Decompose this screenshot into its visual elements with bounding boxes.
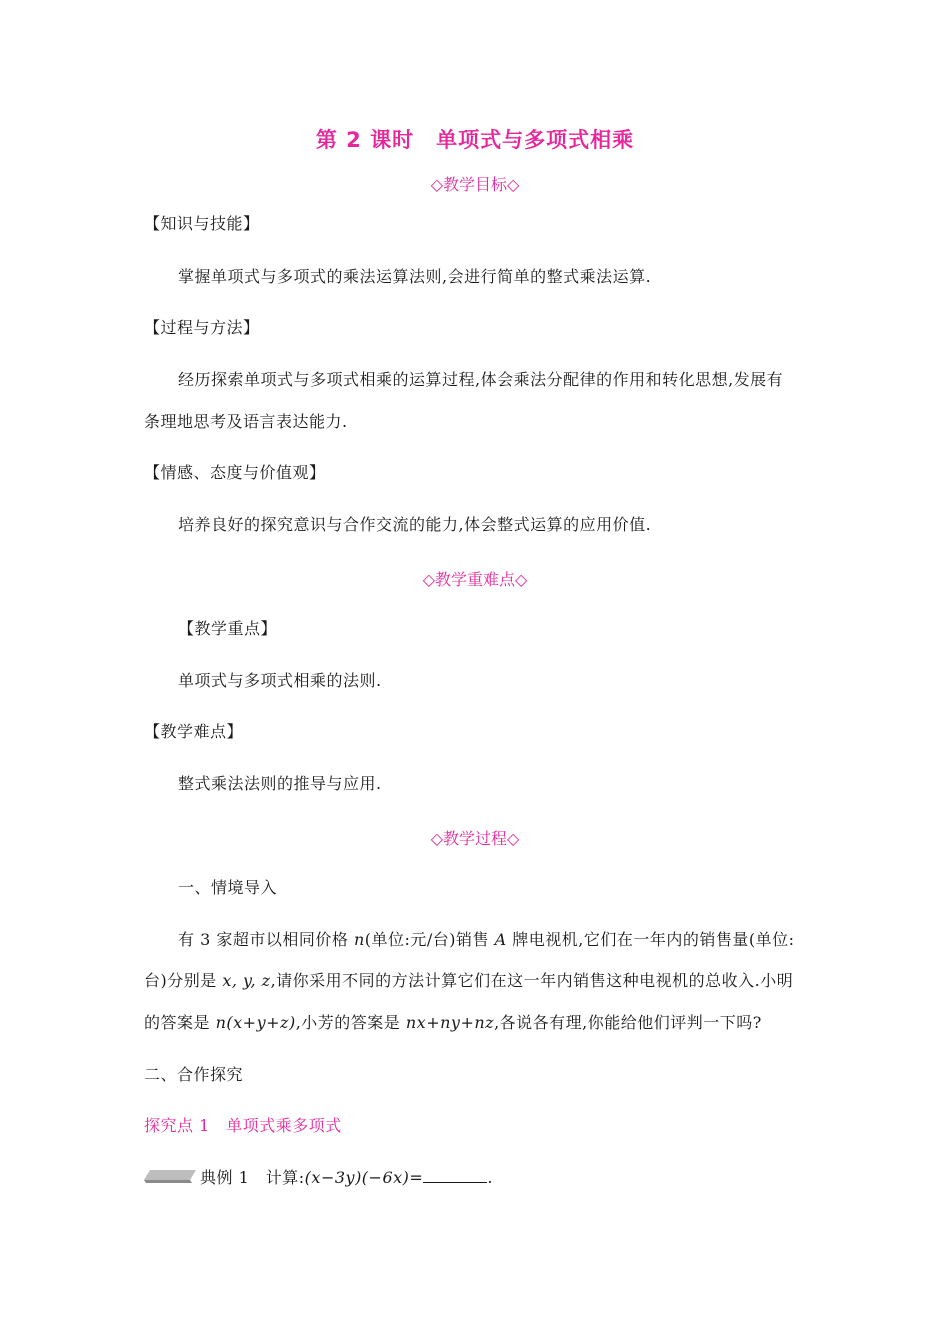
example-label: 典例 1 计算: xyxy=(200,1168,305,1187)
variable-n: n xyxy=(353,930,365,949)
intro-text: 的答案是 xyxy=(144,1013,216,1032)
paragraph-process-line2: 条理地思考及语言表达能力. xyxy=(144,412,348,431)
intro-text: ,小芳的答案是 xyxy=(295,1013,406,1032)
section-heading-procedure: ◇教学过程◇ xyxy=(430,829,520,848)
paragraph-emotion: 培养良好的探究意识与合作交流的能力,体会整式运算的应用价值. xyxy=(178,515,652,534)
section-heading-goals: ◇教学目标◇ xyxy=(430,175,520,194)
subheading-emotion: 【情感、态度与价值观】 xyxy=(144,463,326,482)
intro-text: ,请你采用不同的方法计算它们在这一年内销售这种电视机的总收入.小明 xyxy=(270,971,794,990)
paragraph-intro-line2 xyxy=(144,971,793,991)
expression-xiaofang: nx+ny+nz xyxy=(405,1013,495,1032)
paragraph-intro-line1 xyxy=(178,930,795,950)
example-expression: (x−3y)(−6x)= xyxy=(304,1168,424,1187)
subheading-knowledge: 【知识与技能】 xyxy=(144,214,260,233)
example-marker-icon xyxy=(144,1166,196,1184)
paragraph-difficult: 整式乘法法则的推导与应用. xyxy=(178,774,382,793)
paragraph-process-line1: 经历探索单项式与多项式相乘的运算过程,体会乘法分配律的作用和转化思想,发展有 xyxy=(178,370,784,389)
expression-xiaoming: n(x+y+z) xyxy=(215,1013,296,1032)
page-title: 第 2 课时 单项式与多项式相乘 xyxy=(315,128,635,152)
subheading-intro: 一、情境导入 xyxy=(178,878,278,897)
intro-text: 牌电视机,它们在一年内的销售量(单位: xyxy=(506,930,795,949)
variables-xyz: x, y, z xyxy=(222,971,271,990)
subheading-cooperation: 二、合作探究 xyxy=(144,1065,244,1084)
example-1-line xyxy=(200,1168,493,1188)
subheading-key: 【教学重点】 xyxy=(178,619,278,638)
paragraph-key: 单项式与多项式相乘的法则. xyxy=(178,671,382,690)
intro-text: 台)分别是 xyxy=(144,971,223,990)
answer-blank xyxy=(423,1168,487,1183)
paragraph-knowledge: 掌握单项式与多项式的乘法运算法则,会进行简单的整式乘法运算. xyxy=(178,267,652,286)
section-heading-keypoints: ◇教学重难点◇ xyxy=(422,570,528,589)
paragraph-intro-line3 xyxy=(144,1013,762,1033)
variable-a: A xyxy=(494,930,507,949)
subheading-process: 【过程与方法】 xyxy=(144,318,260,337)
example-period: . xyxy=(487,1168,493,1187)
intro-text: 有 3 家超市以相同价格 xyxy=(178,930,354,949)
subheading-explore-point-1: 探究点 1 单项式乘多项式 xyxy=(144,1116,342,1135)
subheading-difficult: 【教学难点】 xyxy=(144,722,244,741)
intro-text: (单位:元/台)销售 xyxy=(364,930,495,949)
intro-text: ,各说各有理,你能给他们评判一下吗? xyxy=(494,1013,762,1032)
